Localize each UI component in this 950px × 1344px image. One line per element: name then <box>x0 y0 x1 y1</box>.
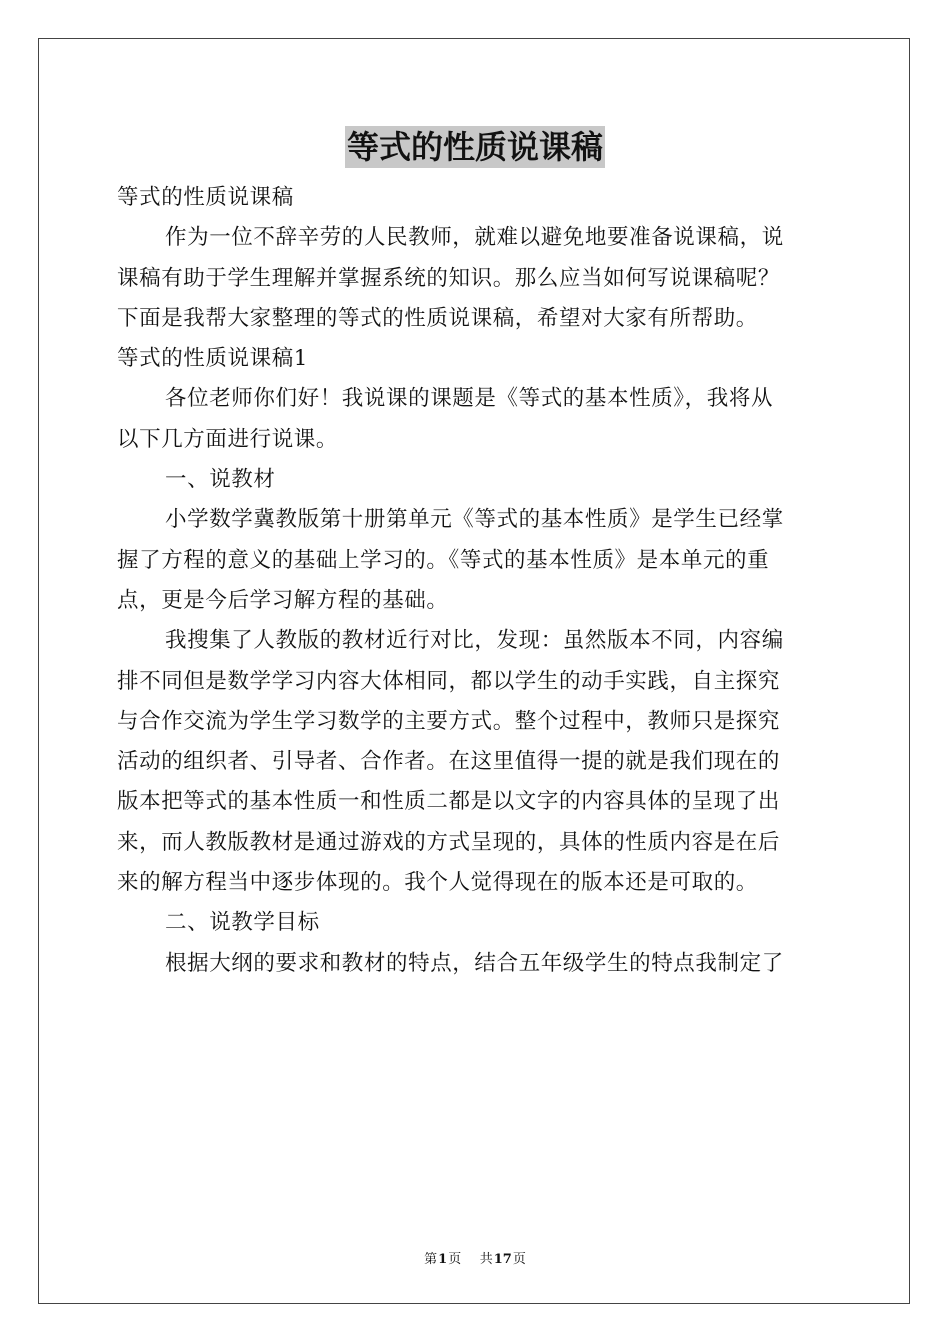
total-prefix: 共 <box>479 1252 493 1267</box>
text-line: 点，更是今后学习解方程的基础。 <box>117 587 449 613</box>
page-number: 1 <box>438 1252 448 1267</box>
total-suffix: 页 <box>512 1252 526 1267</box>
title-container <box>0 126 950 168</box>
paragraph <box>117 178 833 218</box>
text-line: 版本把等式的基本性质一和性质二都是以文字的内容具体的呈现了出 <box>117 789 781 815</box>
text-line: 一、说教材 <box>165 467 276 493</box>
paragraph <box>117 339 833 379</box>
text-line: 根据大纲的要求和教材的特点，结合五年级学生的特点我制定了 <box>165 950 784 976</box>
text-line: 排不同但是数学学习内容大体相同，都以学生的动手实践，自主探究 <box>117 668 781 694</box>
text-line: 握了方程的意义的基础上学习的。《等式的基本性质》是本单元的重 <box>117 547 770 573</box>
page-suffix: 页 <box>448 1252 462 1267</box>
paragraph <box>117 621 833 903</box>
text-line: 等式的性质说课稿1 <box>117 346 309 372</box>
paragraph <box>117 944 833 984</box>
text-line: 各位老师你们好！我说课的课题是《等式的基本性质》，我将从 <box>165 386 774 412</box>
paragraph <box>117 903 833 943</box>
paragraph <box>117 460 833 500</box>
text-line: 课稿有助于学生理解并掌握系统的知识。那么应当如何写说课稿呢？ <box>117 265 781 291</box>
text-line: 作为一位不辞辛劳的人民教师，就难以避免地要准备说课稿，说 <box>165 225 784 251</box>
paragraph <box>117 218 833 339</box>
text-line: 来的解方程当中逐步体现的。我个人觉得现在的版本还是可取的。 <box>117 870 758 896</box>
page-footer <box>0 1248 950 1267</box>
text-line: 我搜集了人教版的教材近行对比，发现：虽然版本不同，内容编 <box>165 628 784 654</box>
text-line: 活动的组织者、引导者、合作者。在这里值得一提的就是我们现在的 <box>117 749 781 775</box>
text-line: 以下几方面进行说课。 <box>117 426 339 452</box>
paragraph <box>117 379 833 460</box>
page-prefix: 第 <box>424 1252 438 1267</box>
text-line: 与合作交流为学生学习数学的主要方式。整个过程中，教师只是探究 <box>117 708 781 734</box>
text-line: 二、说教学目标 <box>165 910 320 936</box>
document-body <box>117 178 833 984</box>
text-line: 来，而人教版教材是通过游戏的方式呈现的，具体的性质内容是在后 <box>117 829 781 855</box>
text-line: 下面是我帮大家整理的等式的性质说课稿，希望对大家有所帮助。 <box>117 305 758 331</box>
total-pages: 17 <box>493 1252 512 1267</box>
text-line: 等式的性质说课稿 <box>117 185 294 210</box>
paragraph <box>117 500 833 621</box>
document-title: 等式的性质说课稿 <box>346 128 603 166</box>
text-line: 小学数学冀教版第十册第单元《等式的基本性质》是学生已经掌 <box>165 507 784 533</box>
